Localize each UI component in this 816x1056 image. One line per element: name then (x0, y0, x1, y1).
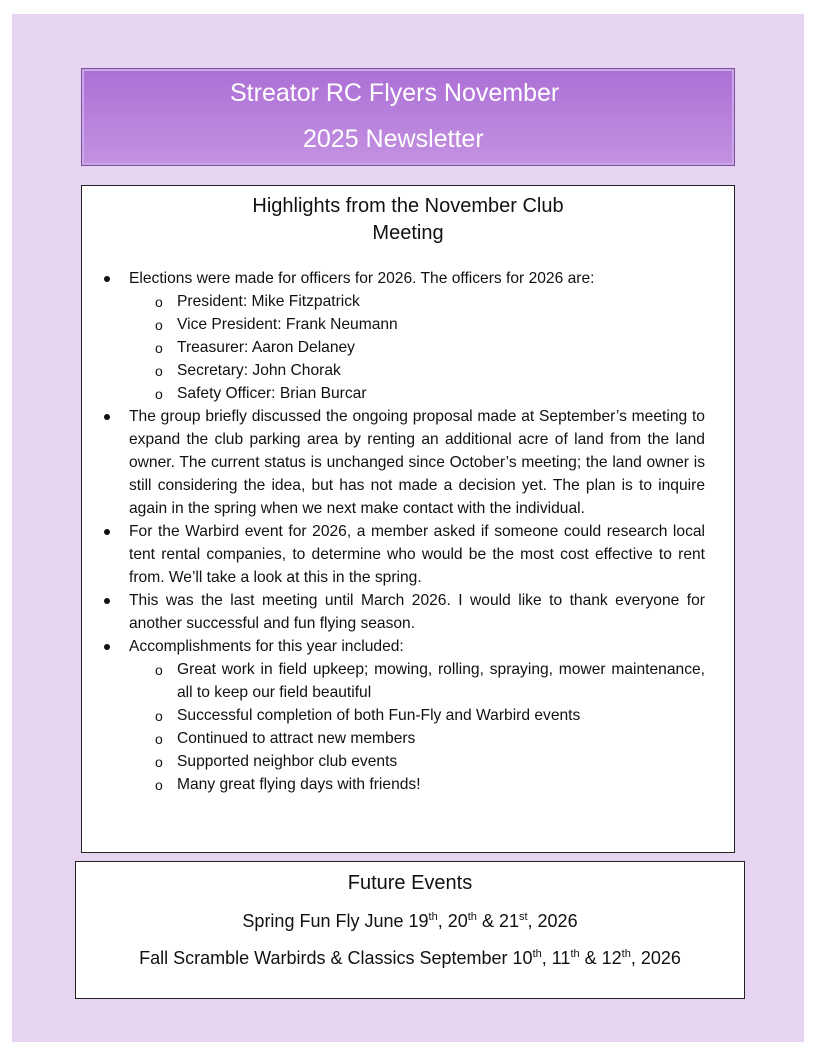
hollow-bullet-icon: o (155, 294, 163, 310)
accomplishments-list (129, 658, 705, 796)
accomplishment-item (129, 704, 705, 727)
future-events-box (75, 861, 745, 999)
accomplishment-text: Supported neighbor club events (177, 753, 398, 770)
accomplishment-item (129, 727, 705, 750)
officers-list (129, 290, 705, 405)
banner-title-line-1: Streator RC Flyers November (230, 79, 560, 107)
officer-item (129, 382, 705, 405)
highlights-heading-line-2: Meeting (372, 222, 444, 244)
spring-text: Spring Fun Fly June 19 (242, 911, 429, 931)
spring-text: , 20 (437, 911, 468, 931)
officer-text: Safety Officer: Brian Burcar (177, 385, 367, 402)
warbird-text: For the Warbird event for 2026, a member asked if someone could research local tent rental companies, to determine who would be the most cost effective to rent from. We’ll take a look at this in the spring. (129, 523, 705, 586)
hollow-bullet-icon: o (155, 340, 163, 356)
accomplishment-item (129, 658, 705, 704)
officer-text: President: Mike Fitzpatrick (177, 293, 360, 310)
bullet-icon (104, 644, 110, 650)
future-events-heading: Future Events (347, 872, 473, 894)
officer-item (129, 359, 705, 382)
meeting-highlights-box (81, 185, 735, 853)
spring-text: , 2026 (527, 911, 578, 931)
officer-item (129, 336, 705, 359)
hollow-bullet-icon: o (155, 708, 163, 724)
bullet-icon (104, 414, 110, 420)
list-item-parking (82, 405, 734, 520)
ordinal-suffix: th (570, 948, 580, 960)
accomplishments-text: Accomplishments for this year included: (129, 638, 404, 655)
newsletter-banner (81, 68, 735, 166)
ordinal-suffix: th (467, 911, 477, 923)
highlights-heading (82, 193, 734, 247)
fall-text: Fall Scramble Warbirds & Classics September 10 (139, 948, 533, 968)
parking-text: The group briefly discussed the ongoing proposal made at September’s meeting to expand the club parking area by renting an additional acre of land from the land owner. The current status is unchanged since October’s meeting; the land owner is still considering the idea, but has not made a decision yet. The plan is to inquire again in the spring when we next make contact with the individual. (129, 408, 705, 517)
fall-text: , 11 (541, 948, 571, 968)
hollow-bullet-icon: o (155, 317, 163, 333)
hollow-bullet-icon: o (155, 731, 163, 747)
accomplishment-text: Successful completion of both Fun-Fly and Warbird events (177, 707, 581, 724)
officer-text: Treasurer: Aaron Delaney (177, 339, 355, 356)
list-item-accomplishments (82, 635, 734, 796)
accomplishment-text: Continued to attract new members (177, 730, 416, 747)
hollow-bullet-icon: o (155, 777, 163, 793)
ordinal-suffix: th (428, 911, 438, 923)
hollow-bullet-icon: o (155, 754, 163, 770)
spring-text: & 21 (476, 911, 519, 931)
hollow-bullet-icon: o (155, 363, 163, 379)
hollow-bullet-icon: o (155, 662, 163, 678)
highlights-heading-line-1: Highlights from the November Club (252, 195, 564, 217)
hollow-bullet-icon: o (155, 386, 163, 402)
spring-fun-fly-event (76, 909, 744, 933)
accomplishment-item (129, 773, 705, 796)
highlights-list (82, 267, 734, 796)
bullet-icon (104, 598, 110, 604)
banner-title-line-2: 2025 Newsletter (303, 125, 484, 153)
fall-scramble-event (76, 946, 744, 970)
bullet-icon (104, 276, 110, 282)
last-meeting-text: This was the last meeting until March 2026. I would like to thank everyone for another successful and fun flying season. (129, 592, 705, 632)
fall-text: & 12 (579, 948, 622, 968)
ordinal-suffix: th (532, 948, 542, 960)
accomplishment-text: Many great flying days with friends! (177, 776, 421, 793)
ordinal-suffix: st (518, 911, 528, 923)
bullet-icon (104, 529, 110, 535)
elections-text: Elections were made for officers for 2026. The officers for 2026 are: (129, 270, 595, 287)
officer-text: Secretary: John Chorak (177, 362, 341, 379)
accomplishment-text: Great work in field upkeep; mowing, rolling, spraying, mower maintenance, all to keep our field beautiful (177, 661, 705, 701)
accomplishment-item (129, 750, 705, 773)
list-item-last-meeting (82, 589, 734, 635)
fall-text: , 2026 (630, 948, 681, 968)
officer-text: Vice President: Frank Neumann (177, 316, 398, 333)
officer-item (129, 313, 705, 336)
list-item-warbird (82, 520, 734, 589)
list-item-elections (82, 267, 734, 405)
officer-item (129, 290, 705, 313)
ordinal-suffix: th (621, 948, 631, 960)
